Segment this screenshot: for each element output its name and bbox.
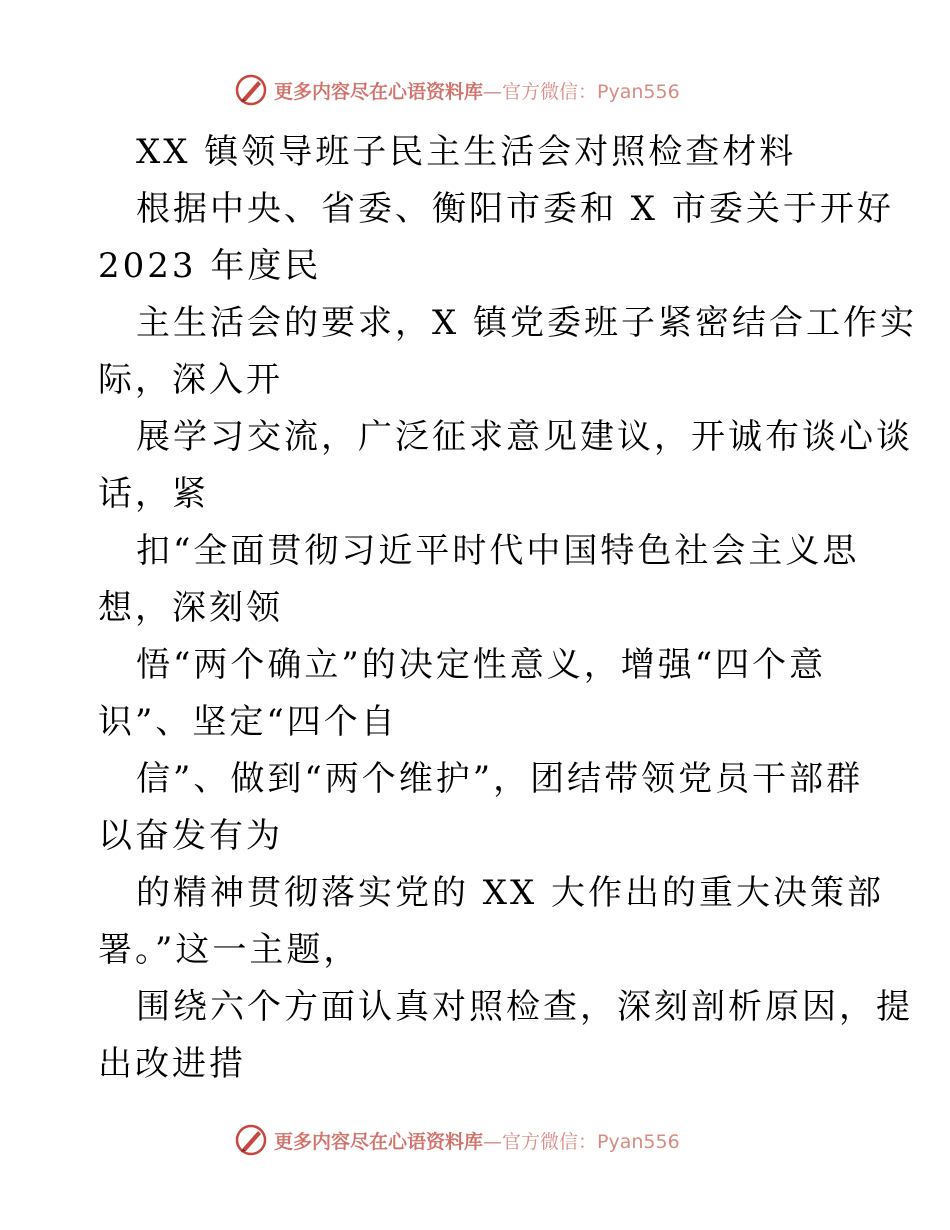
document-title: XX 镇领导班子民主生活会对照检查材料	[136, 132, 797, 172]
paragraph-line: 悟“两个确立”的决定性意义，增强“四个意	[136, 645, 827, 685]
paragraph-line: 际，深入开	[98, 360, 283, 400]
paragraph-line: 根据中央、省委、衡阳市委和 X 市委关于开好	[136, 189, 894, 229]
paragraph-line: 围绕六个方面认真对照检查，深刻剖析原因，提	[136, 987, 913, 1027]
paragraph-line: 想，深刻领	[98, 588, 283, 628]
pen-logo-icon	[234, 73, 268, 107]
paragraph-line: 以奋发有为	[98, 816, 283, 856]
paragraph-line: 主生活会的要求，X 镇党委班子紧密结合工作实	[136, 303, 918, 343]
paragraph-line: 署。”这一主题，	[98, 930, 361, 970]
watermark-text: 更多内容尽在心语资料库—官方微信：Pyan556	[274, 1130, 680, 1153]
pen-logo-icon	[234, 1123, 268, 1157]
document-body	[98, 124, 918, 1093]
paragraph-line: 信”、做到“两个维护”，团结带领党员干部群	[136, 759, 864, 799]
paragraph-line: 识”、坚定“四个自	[98, 702, 398, 742]
watermark-footer	[234, 1122, 680, 1158]
watermark-header	[234, 72, 680, 108]
paragraph-line: 扣“全面贯彻习近平时代中国特色社会主义思	[136, 531, 860, 571]
paragraph-line: 的精神贯彻落实党的 XX 大作出的重大决策部	[136, 873, 885, 913]
watermark-text: 更多内容尽在心语资料库—官方微信：Pyan556	[274, 80, 680, 103]
paragraph-line: 话，紧	[98, 474, 209, 514]
paragraph-line: 2023 年度民	[98, 246, 322, 286]
paragraph-line: 展学习交流，广泛征求意见建议，开诚布谈心谈	[136, 417, 913, 457]
paragraph-line: 出改进措	[98, 1044, 246, 1084]
